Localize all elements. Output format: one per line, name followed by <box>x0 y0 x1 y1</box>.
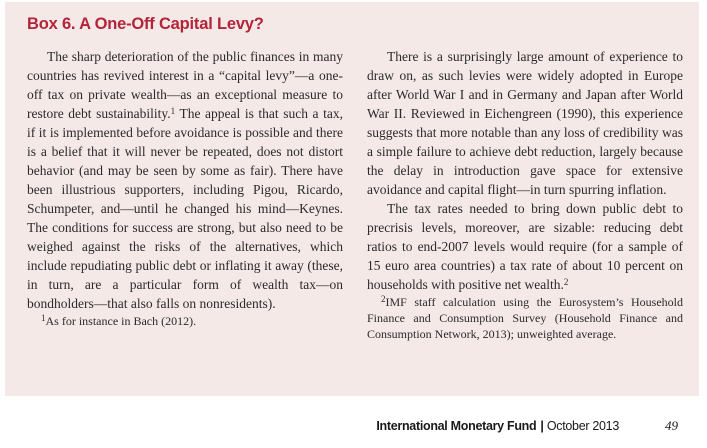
footnote-2-marker: 2 <box>381 294 386 304</box>
footer-separator: | <box>540 419 544 433</box>
footnote-1-text: As for instance in Bach (2012). <box>45 314 197 328</box>
footer-publisher: International Monetary Fund <box>376 419 537 433</box>
box-6-capital-levy <box>5 2 699 396</box>
footnote-2-text: IMF staff calculation using the Eurosystem’s Household Finance and Consumption Survey (Household Finance and Consumption Network, 2013); unweighted average. <box>367 295 683 341</box>
left-paragraph-1-text: The sharp deterioration of the public finances in many countries has revived interest in a “capital levy”—a one-off tax on private wealth—as an exceptional measure to restore debt sustainability. <box>27 49 343 121</box>
right-paragraph-2 <box>367 199 683 294</box>
two-column-layout <box>27 47 683 387</box>
page-footer <box>376 418 678 434</box>
footnote-ref-2: 2 <box>563 277 569 287</box>
footnote-2 <box>367 294 683 342</box>
page-number: 49 <box>665 418 678 433</box>
footer-date: October 2013 <box>546 419 619 433</box>
left-paragraph-1 <box>27 47 343 313</box>
footnote-1 <box>27 313 343 329</box>
left-paragraph-1-continued: The appeal is that such a tax, if it is implemented before avoidance is possible and there is a belief that it will never be repeated, does not distort behavior (and may be seen by some as fair). There have been illustrious supporters, including Pigou, Ricardo, Schumpeter, and—until he changed his mind—Keynes. The conditions for success are strong, but also need to be weighed against the risks of the alternatives, which include repudiating public debt or inflating it away (these, in turn, are a particular form of wealth tax—on bondholders—that also falls on nonresidents). <box>27 106 343 311</box>
box-title: Box 6. A One-Off Capital Levy? <box>27 15 264 33</box>
right-paragraph-1: There is a surprisingly large amount of experience to draw on, as such levies were widely adopted in Europe after World War I and in Germany and Japan after World War II. Reviewed in Eichengreen (1990), this experience suggests that more notable than any loss of credibility was a simple failure to achieve debt reduction, largely because the delay in introduction gave space for extensive avoidance and capital flight—in turn spurring inflation. <box>367 49 683 197</box>
left-column <box>27 47 343 387</box>
footnote-1-marker: 1 <box>41 313 46 323</box>
footnote-ref-1: 1 <box>170 106 176 116</box>
right-paragraph-2-text: The tax rates needed to bring down public debt to precrisis levels, moreover, are sizable: reducing debt ratios to end-2007 levels would require (for a sample of 15 euro area countries) a tax rate of about 10 percent on households with positive net wealth. <box>367 201 683 292</box>
right-column <box>367 47 683 387</box>
